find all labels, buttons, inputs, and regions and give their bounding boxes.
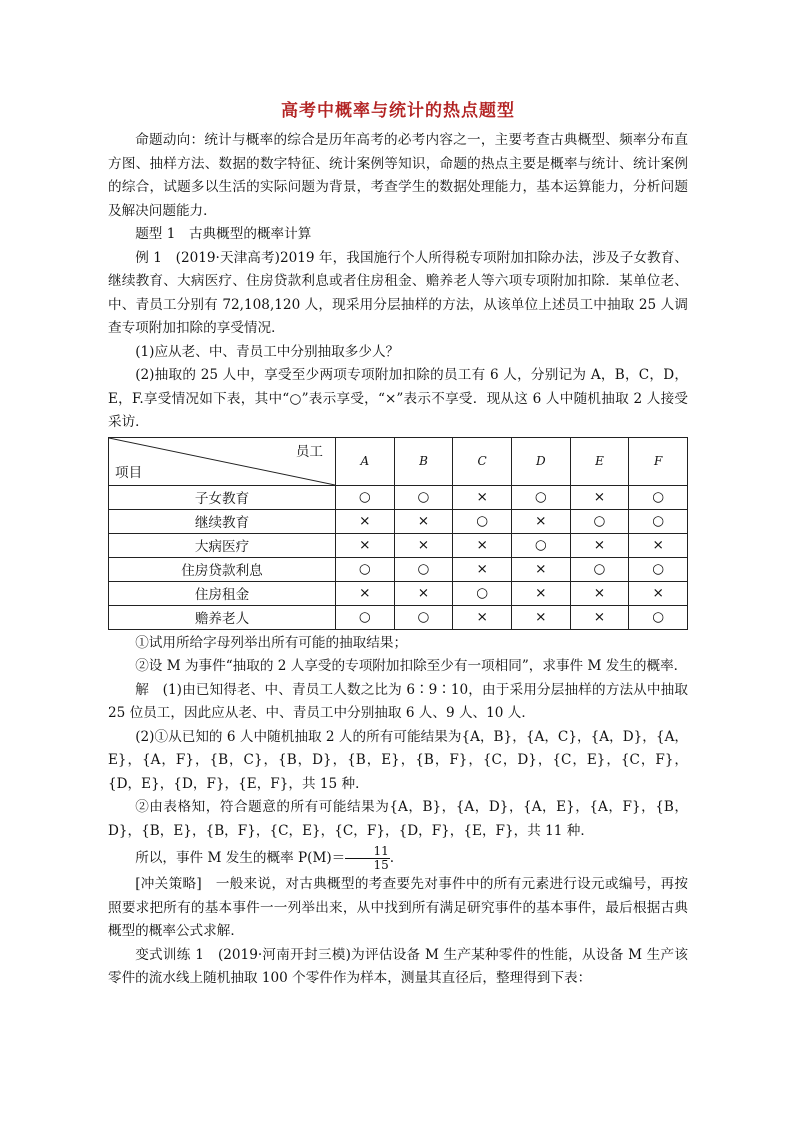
row-label: 大病医疗 [109, 533, 336, 557]
question-1: (1)应从老、中、青员工中分别抽取多少人？ [135, 343, 400, 360]
table-cell: × [453, 605, 512, 629]
table-cell: ○ [394, 485, 453, 509]
table-cell: ○ [629, 509, 688, 533]
row-label: 赡养老人 [109, 605, 336, 629]
column-header: C [453, 437, 512, 485]
table-cell: ○ [394, 557, 453, 581]
table-cell: ○ [570, 557, 629, 581]
table-cell: × [394, 509, 453, 533]
table-cell: ○ [570, 509, 629, 533]
table-cell: × [629, 581, 688, 605]
solution-1: 解 (1)由已知得老、中、青员工人数之比为 6∶9∶10，由于采用分层抽样的方法从中抽取 25 位员工，因此应从老、中、青员工中分别抽取 6 人、9 人、10 人． [108, 681, 688, 721]
page-title: 高考中概率与统计的热点题型 [281, 101, 515, 121]
table-cell: ○ [511, 533, 570, 557]
type1-heading: 题型 1 古典概型的概率计算 [135, 226, 312, 242]
conclusion-suffix: . [389, 850, 395, 866]
probability-fraction [345, 845, 389, 872]
table-header-row [109, 437, 688, 485]
table-row [109, 485, 688, 509]
row-label: 住房贷款利息 [109, 557, 336, 581]
table-cell: ○ [336, 557, 395, 581]
table-cell: × [336, 533, 395, 557]
column-header: B [394, 437, 453, 485]
fraction-denominator: 15 [373, 858, 389, 872]
practice-1-paragraph: 变式训练 1 (2019·河南开封三模)为评估设备 M 生产某种零件的性能，从设备 M 生产该零件的流水线上随机抽取 100 个零件作为样本，测量其直径后，整理得到下表： [108, 946, 688, 986]
row-label: 继续教育 [109, 509, 336, 533]
solution-2-part-2: ②由表格知，符合题意的所有可能结果为{A，B}，{A，D}，{A，E}，{A，F}，{B，D}，{B，E}，{B，F}，{C，E}，{C，F}，{D，F}，{E，F}，共 11 种． [108, 799, 688, 839]
question-2-part-1: ①试用所给字母列举出所有可能的抽取结果； [135, 634, 408, 651]
document-page [108, 96, 688, 991]
table-cell: × [511, 581, 570, 605]
table-cell: × [570, 485, 629, 509]
table-row [109, 605, 688, 629]
table-cell: × [570, 533, 629, 557]
conclusion [108, 843, 688, 873]
table-cell: ○ [394, 605, 453, 629]
column-header: F [629, 437, 688, 485]
column-header: D [511, 437, 570, 485]
row-label: 住房租金 [109, 581, 336, 605]
table-cell: × [570, 605, 629, 629]
table-cell: ○ [336, 605, 395, 629]
table-cell: ○ [336, 485, 395, 509]
header-item-label: 项目 [115, 464, 143, 481]
table-cell: ○ [511, 485, 570, 509]
intro-paragraph: 命题动向：统计与概率的综合是历年高考的必考内容之一，主要考查古典概型、频率分布直方图、抽样方法、数据的数字特征、统计案例等知识，命题的热点主要是概率与统计、统计案例的综合，试题多以生活的实际问题为背景，考查学生的数据处理能力，基本运算能力，分析问题及解决问题能力． [108, 132, 688, 219]
conclusion-prefix: 所以，事件 M 发生的概率 P(M)＝ [135, 850, 346, 866]
table-cell: × [394, 533, 453, 557]
question-2: (2)抽取的 25 人中，享受至少两项专项附加扣除的员工有 6 人，分别记为 A，B，C，D，E，F.享受情况如下表，其中“○”表示享受，“×”表示不享受．现从这 6 人中随机抽取 2 人接受采访． [108, 367, 688, 430]
column-header: E [570, 437, 629, 485]
table-cell: × [511, 605, 570, 629]
table-cell: × [453, 533, 512, 557]
table-cell: × [453, 485, 512, 509]
table-cell: ○ [453, 509, 512, 533]
table-cell: × [570, 581, 629, 605]
table-cell: ○ [629, 485, 688, 509]
table-cell: × [394, 581, 453, 605]
fraction-numerator: 11 [345, 845, 389, 859]
table-corner-cell [109, 437, 336, 485]
table-row [109, 557, 688, 581]
table-cell: × [511, 557, 570, 581]
table-cell: × [336, 581, 395, 605]
table-cell: × [511, 509, 570, 533]
column-header: A [336, 437, 395, 485]
header-employee-label: 员工 [295, 443, 323, 460]
table-cell: × [453, 557, 512, 581]
table-cell: × [336, 509, 395, 533]
table-cell: × [629, 533, 688, 557]
question-2-part-2: ②设 M 为事件“抽取的 2 人享受的专项附加扣除至少有一项相同”，求事件 M 发生的概率． [135, 658, 688, 674]
row-label: 子女教育 [109, 485, 336, 509]
solution-2-part-1: (2)①从已知的 6 人中随机抽取 2 人的所有可能结果为{A，B}，{A，C}，{A，D}，{A，E}，{A，F}，{B，C}，{B，D}，{B，E}，{B，F}，{C，D}，{C，E}，{C，F}，{D，E}，{D，F}，{E，F}，共 15 种． [108, 728, 688, 792]
benefit-table [108, 437, 688, 630]
example1-paragraph: 例 1 (2019·天津高考)2019 年，我国施行个人所得税专项附加扣除办法，涉及子女教育、继续教育、大病医疗、住房贷款利息或者住房租金、赡养老人等六项专项附加扣除．某单位老、中、青员工分别有 72,108,120 人，现采用分层抽样的方法，从该单位上述员工中抽取 25 人调查专项附加扣除的享受情况． [108, 249, 688, 336]
table-cell: ○ [629, 557, 688, 581]
table-cell: ○ [629, 605, 688, 629]
table-row [109, 533, 688, 557]
table-row [109, 581, 688, 605]
table-row [109, 509, 688, 533]
table-cell: ○ [453, 581, 512, 605]
strategy-paragraph: [冲关策略] 一般来说，对古典概型的考查要先对事件中的所有元素进行设元或编号，再按照要求把所有的基本事件一一列举出来，从中找到所有满足研究事件的基本事件，最后根据古典概型的概率公式求解． [108, 876, 688, 939]
